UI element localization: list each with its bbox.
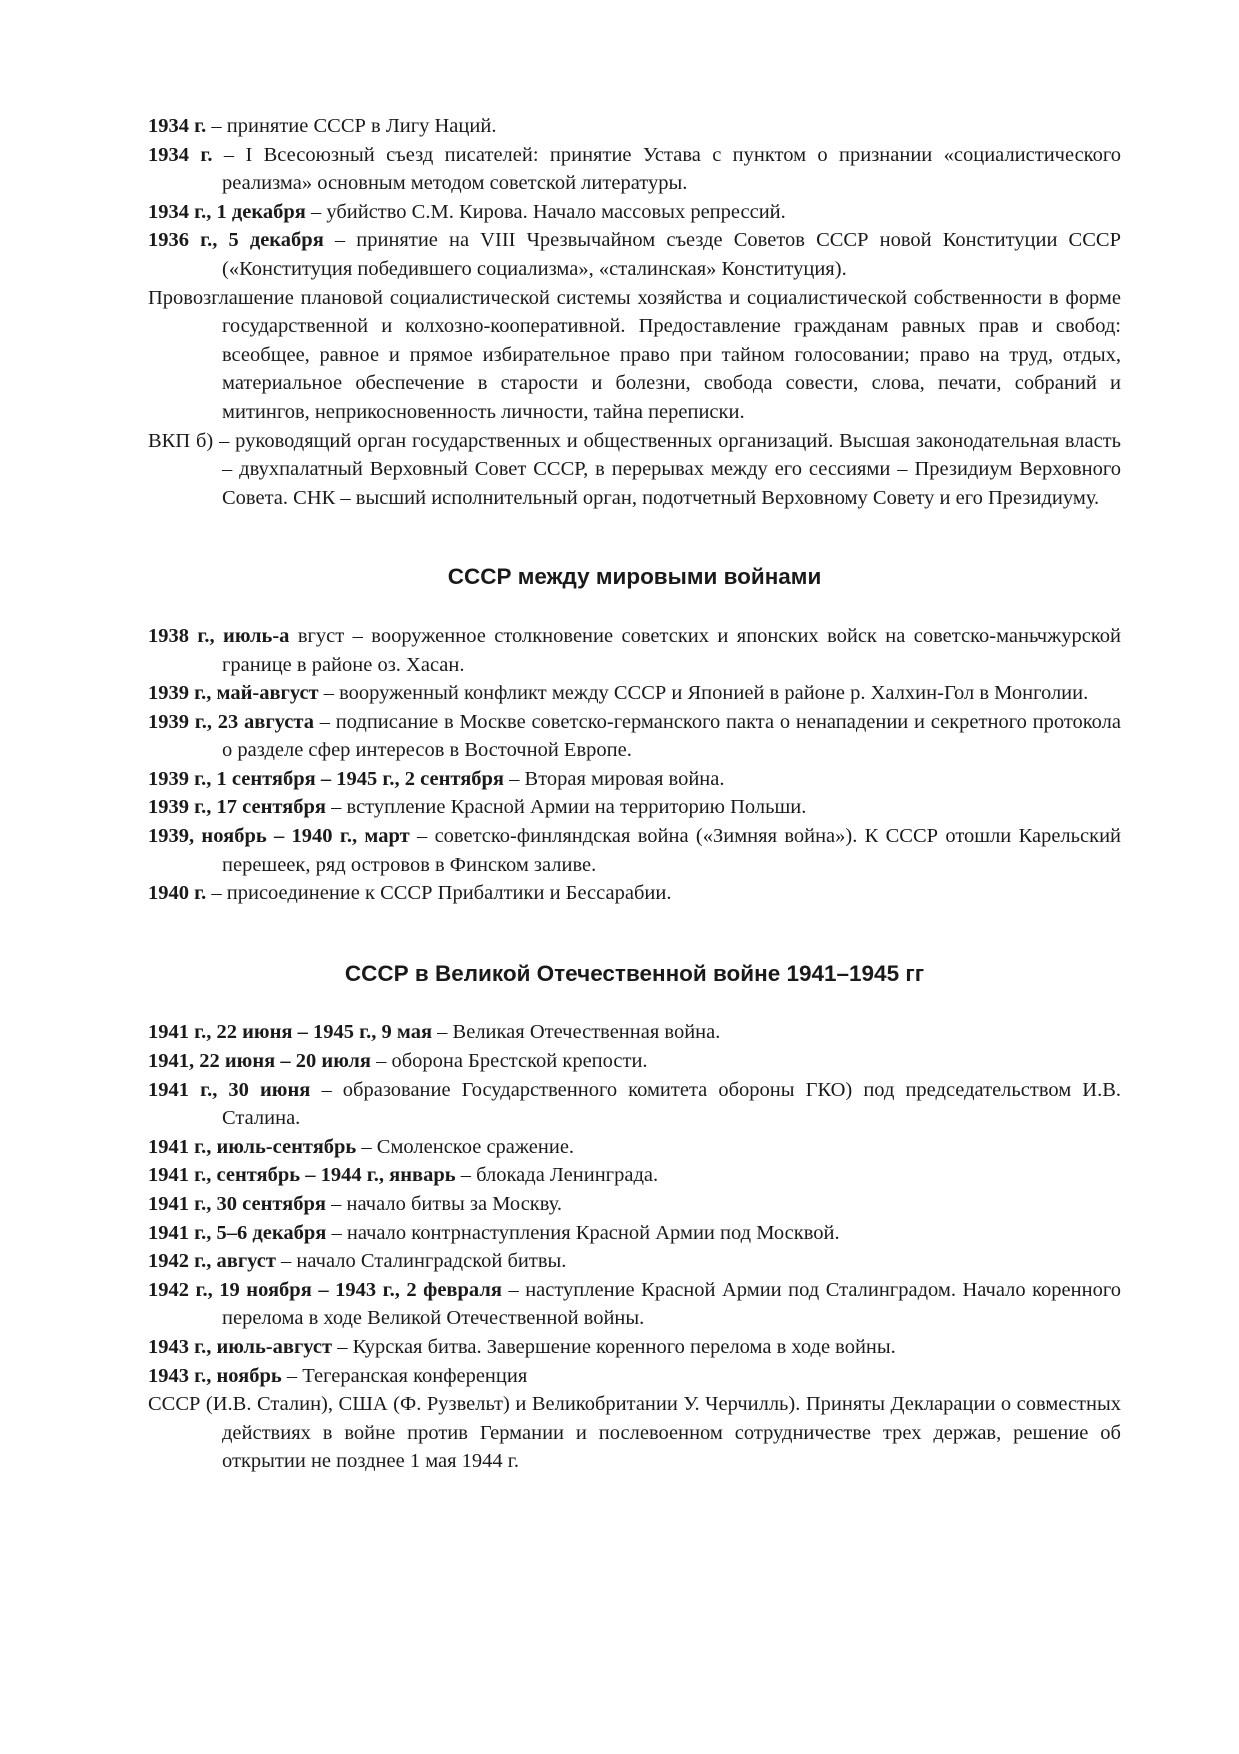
event-date: 1941 г., июль-сентябрь bbox=[148, 1135, 357, 1158]
event-text: – присоединение к СССР Прибалтики и Бессарабии. bbox=[206, 882, 672, 905]
event-text: – Вторая мировая война. bbox=[504, 767, 725, 790]
event-entry bbox=[148, 822, 1121, 879]
event-date: 1941 г., 22 июня – 1945 г., 9 мая bbox=[148, 1021, 433, 1044]
event-text: – советско-финляндская война («Зимняя война»). К СССР отошли Карельский перешеек, ряд островов в Финском заливе. bbox=[222, 825, 1122, 876]
event-date: 1939 г., 23 августа bbox=[148, 710, 314, 733]
event-entry bbox=[148, 765, 1121, 794]
event-date: 1941, 22 июня – 20 июля bbox=[148, 1050, 371, 1073]
event-text: – образование Государственного комитета обороны ГКО) под председательством И.В. Сталина. bbox=[222, 1078, 1121, 1130]
event-entry bbox=[148, 1333, 1121, 1362]
event-entry bbox=[148, 1047, 1121, 1076]
event-text: – начало Сталинградской битвы. bbox=[275, 1250, 567, 1273]
event-date: 1941 г., 5–6 декабря bbox=[148, 1221, 327, 1244]
event-text: – Курская битва. Завершение коренного перелома в ходе войны. bbox=[332, 1335, 896, 1358]
event-text: вгуст – вооруженное столкновение советских и японских войск на советско-маньчжурской границе в районе оз. Хасан. bbox=[222, 624, 1121, 676]
event-date: 1939 г., 17 сентября bbox=[148, 796, 327, 819]
event-text: Провозглашение плановой социалистической системы хозяйства и социалистической собственности в форме государственной и колхозно-кооперативной. Предоставление гражданам равных прав и свобод: всеобщее, равное и прямое избирательное право при тайном голосовании; право на труд, отдых, материальное обеспечение в старости и болезни, свобода совести, слова, печати, собраний и митингов, неприкосновенность личности, тайна переписки. bbox=[148, 286, 1121, 423]
event-date: 1934 г. bbox=[148, 115, 207, 137]
event-date: 1936 г., 5 декабря bbox=[148, 229, 324, 252]
event-date: 1943 г., июль-август bbox=[148, 1335, 333, 1358]
event-entry bbox=[148, 1390, 1121, 1476]
event-date: 1942 г., 19 ноября – 1943 г., 2 февраля bbox=[148, 1278, 502, 1301]
event-text: – начало битвы за Москву. bbox=[326, 1193, 563, 1215]
event-text: – Великая Отечественная война. bbox=[432, 1021, 721, 1044]
event-date: 1939 г., май-август bbox=[148, 682, 319, 705]
event-date: 1939, ноябрь – 1940 г., март bbox=[148, 825, 410, 848]
event-entry bbox=[148, 879, 1121, 908]
event-text: – Смоленское сражение. bbox=[356, 1135, 575, 1158]
event-text: – оборона Брестской крепости. bbox=[370, 1050, 648, 1073]
event-text: – убийство С.М. Кирова. Начало массовых репрессий. bbox=[305, 200, 786, 223]
event-entry bbox=[148, 1161, 1121, 1190]
event-date: 1943 г., ноябрь bbox=[148, 1364, 282, 1387]
section-heading-interwar: СССР между мировыми войнами bbox=[447, 564, 822, 590]
event-entry bbox=[148, 1247, 1121, 1276]
event-entry bbox=[148, 1276, 1121, 1333]
event-text: – вооруженный конфликт между СССР и Японией в районе р. Халхин-Гол в Монголии. bbox=[318, 682, 1089, 705]
event-date: 1941 г., 30 сентября bbox=[148, 1193, 327, 1215]
event-text: – принятие на VIII Чрезвычайном съезде Советов СССР новой Конституции СССР («Конституция победившего социализма», «сталинская» Конституция). bbox=[222, 229, 1121, 280]
event-text: – I Всесоюзный съезд писателей: принятие Устава с пунктом о признании «социалистического реализма» основным методом советской литературы. bbox=[212, 143, 1122, 195]
event-text: СССР (И.В. Сталин), США (Ф. Рузвельт) и Великобритании У. Черчилль). Приняты Декларации о совместных действиях в войне против Германии и послевоенном сотрудничестве трех держав, решение об открытии не позднее 1 мая 1944 г. bbox=[148, 1393, 1121, 1473]
event-entry bbox=[148, 679, 1121, 708]
event-date: 1938 г., июль-а bbox=[148, 624, 290, 647]
event-text: – начало контрнаступления Красной Армии под Москвой. bbox=[326, 1221, 840, 1244]
event-entry bbox=[148, 1133, 1121, 1162]
event-text: ВКП б) – руководящий орган государственных и общественных организаций. Высшая законодательная власть – двухпалатный Верховный Совет СССР, в перерывах между его сессиями – Президиум Верховного Совета. СНК – высший исполнительный орган, подотчетный Верховному Совету и его Президиуму. bbox=[148, 429, 1121, 509]
event-date: 1941 г., 30 июня bbox=[148, 1078, 311, 1101]
event-text: – подписание в Москве советско-германского пакта о ненападении и секретного протокола о разделе сфер интересов в Восточной Европе. bbox=[222, 710, 1121, 762]
event-text: – вступление Красной Армии на территорию Польши. bbox=[326, 796, 807, 819]
event-date: 1934 г. bbox=[148, 143, 213, 166]
event-entry bbox=[148, 708, 1121, 765]
event-text: – принятие СССР в Лигу Наций. bbox=[206, 115, 497, 137]
event-entry bbox=[148, 1362, 1121, 1391]
event-entry bbox=[148, 226, 1121, 283]
events-block-1934-1936 bbox=[148, 112, 1121, 512]
event-entry bbox=[148, 622, 1121, 679]
event-entry bbox=[148, 1190, 1121, 1219]
event-entry bbox=[148, 793, 1121, 822]
event-entry bbox=[148, 198, 1121, 227]
event-entry bbox=[148, 284, 1121, 427]
document-page bbox=[148, 112, 1121, 1476]
event-text: – Тегеранская конференция bbox=[281, 1364, 528, 1387]
event-date: 1934 г., 1 декабря bbox=[148, 200, 306, 223]
event-entry bbox=[148, 141, 1121, 198]
section-heading-great-patriotic-war: СССР в Великой Отечественной войне 1941–1945 гг bbox=[344, 960, 925, 986]
events-block-great-patriotic-war bbox=[148, 1018, 1121, 1476]
event-entry bbox=[148, 427, 1121, 513]
events-block-interwar bbox=[148, 622, 1121, 908]
event-entry bbox=[148, 112, 1121, 141]
event-entry bbox=[148, 1219, 1121, 1248]
event-text: – блокада Ленинграда. bbox=[455, 1164, 659, 1187]
event-date: 1939 г., 1 сентября – 1945 г., 2 сентября bbox=[148, 767, 505, 790]
event-text: – наступление Красной Армии под Сталинградом. Начало коренного перелома в ходе Великой Отечественной войны. bbox=[222, 1278, 1121, 1330]
event-entry bbox=[148, 1076, 1121, 1133]
event-entry bbox=[148, 1018, 1121, 1047]
event-date: 1941 г., сентябрь – 1944 г., январь bbox=[148, 1164, 456, 1187]
event-date: 1942 г., август bbox=[148, 1250, 276, 1273]
event-date: 1940 г. bbox=[148, 882, 207, 905]
